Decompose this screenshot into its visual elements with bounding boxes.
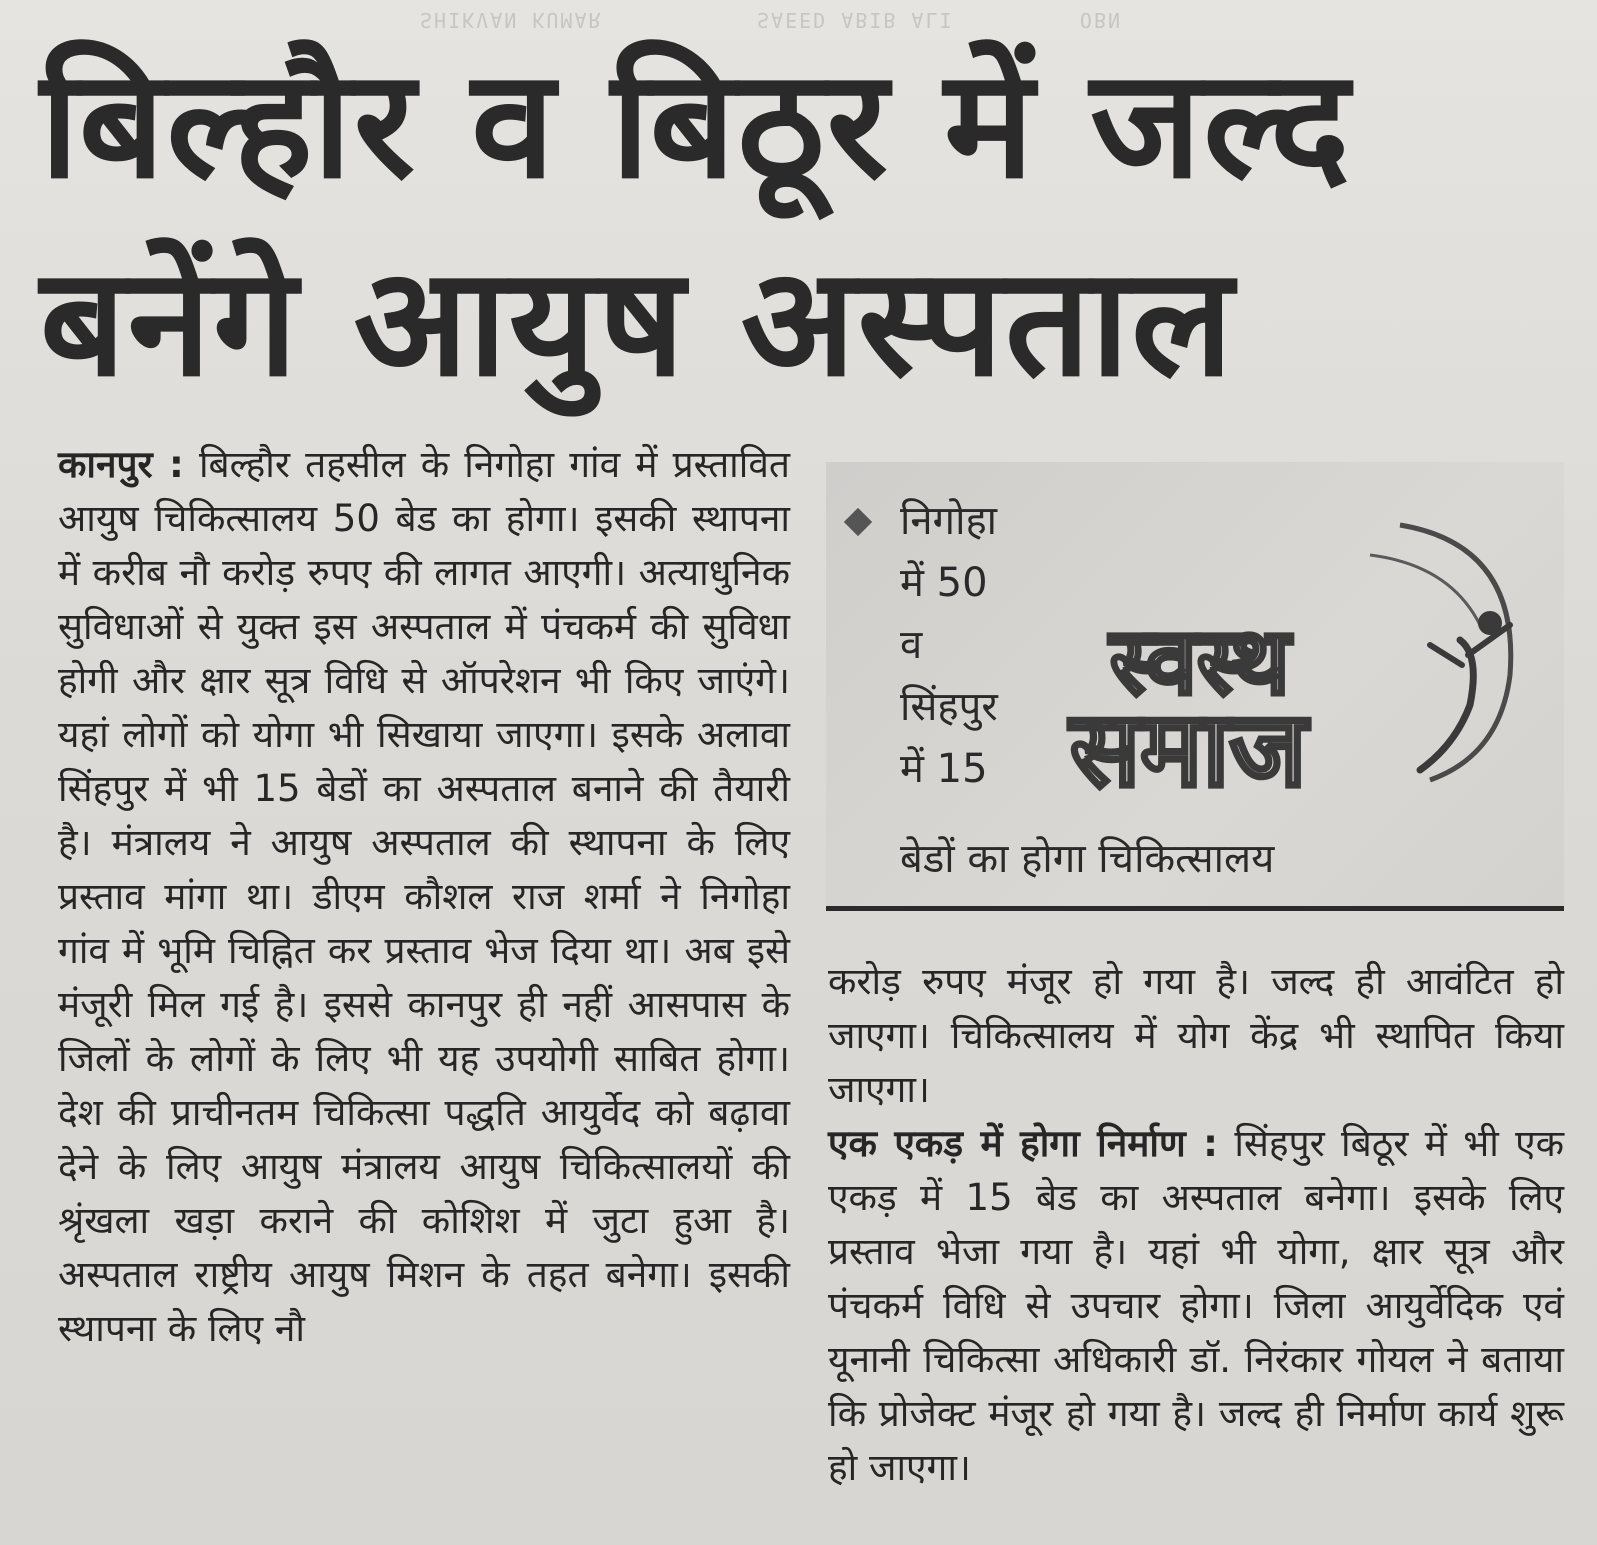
highlight-line: निगोहा	[900, 498, 998, 544]
article-body-right-p1: करोड़ रुपए मंजूर हो गया है। जल्द ही आवंटित हो जाएगा। चिकित्सालय में योग केंद्र भी स्थापित किया जाएगा।	[828, 960, 1564, 1111]
dateline: कानपुर :	[58, 443, 184, 486]
divider-rule	[826, 906, 1564, 911]
article-body-right-p2: सिंहपुर बिठूर में भी एक एकड़ में 15 बेड का अस्पताल बनेगा। इसके लिए प्रस्ताव भेजा गया है। यहां भी योगा, क्षार सूत्र और पंचकर्म विधि से उपचार होगा। जिला आयुर्वेदिक एवं यूनानी चिकित्सा अधिकारी डॉ. निरंकार गोयल ने बताया कि प्रोजेक्ट मंजूर हो गया है। जल्द ही निर्माण कार्य शुरू हो जाएगा।	[828, 1122, 1565, 1489]
highlight-line: व	[900, 622, 923, 668]
subhead: एक एकड़ में होगा निर्माण :	[828, 1122, 1218, 1165]
highlight-line: में 50	[900, 560, 988, 606]
headline-line-2: बनेंगे आयुष अस्पताल	[40, 236, 1235, 410]
swasth-samaj-logo	[1070, 505, 1540, 810]
highlight-line: सिंहपुर	[900, 684, 998, 730]
highlight-blurb	[900, 490, 998, 800]
article-body-left: बिल्हौर तहसील के निगोहा गांव में प्रस्तावित आयुष चिकित्सालय 50 बेड का होगा। इसकी स्थापना में करीब नौ करोड़ रुपए की लागत आएगी। अत्याधुनिक सुविधाओं से युक्त इस अस्पताल में पंचकर्म की सुविधा होगी और क्षार सूत्र विधि से ऑपरेशन भी किए जाएंगे। यहां लोगों को योगा भी सिखाया जाएगा। इसके अलावा सिंहपुर में भी 15 बेडों का अस्पताल बनाने की तैयारी है। मंत्रालय ने आयुष अस्पताल की स्थापना के लिए प्रस्ताव मांगा था। डीएम कौशल राज शर्मा ने निगोहा गांव में भूमि चिह्नित कर प्रस्ताव भेज दिया था। अब इसे मंजूरी मिल गई है। इससे कानपुर ही नहीं आसपास के जिलों के लोगों के लिए भी यह उपयोगी साबित होगा। देश की प्राचीनतम चिकित्सा पद्धति आयुर्वेद को बढ़ावा देने के लिए आयुष मंत्रालय आयुष चिकित्सालयों की श्रृंखला खड़ा कराने की कोशिश में जुटा हुआ है। अस्पताल राष्ट्रीय आयुष मिशन के तहत बनेगा। इसकी स्थापना के लिए नौ	[58, 443, 790, 1350]
logo-word-swasth: स्वस्थ	[1110, 608, 1290, 715]
article-right-column	[828, 955, 1564, 1495]
logo-word-samaj: समाज	[1070, 688, 1307, 810]
highlight-last-line: बेडों का होगा चिकित्सालय	[900, 836, 1275, 882]
reverse-page-bleed: SHIKVAN KUMAR SAEED ABIB ALI OBN	[420, 8, 1123, 32]
article-left-column	[58, 438, 790, 1356]
headline-line-1: बिल्हौर व बिठूर में जल्द	[40, 38, 1352, 212]
highlight-line: में 15	[900, 746, 988, 792]
